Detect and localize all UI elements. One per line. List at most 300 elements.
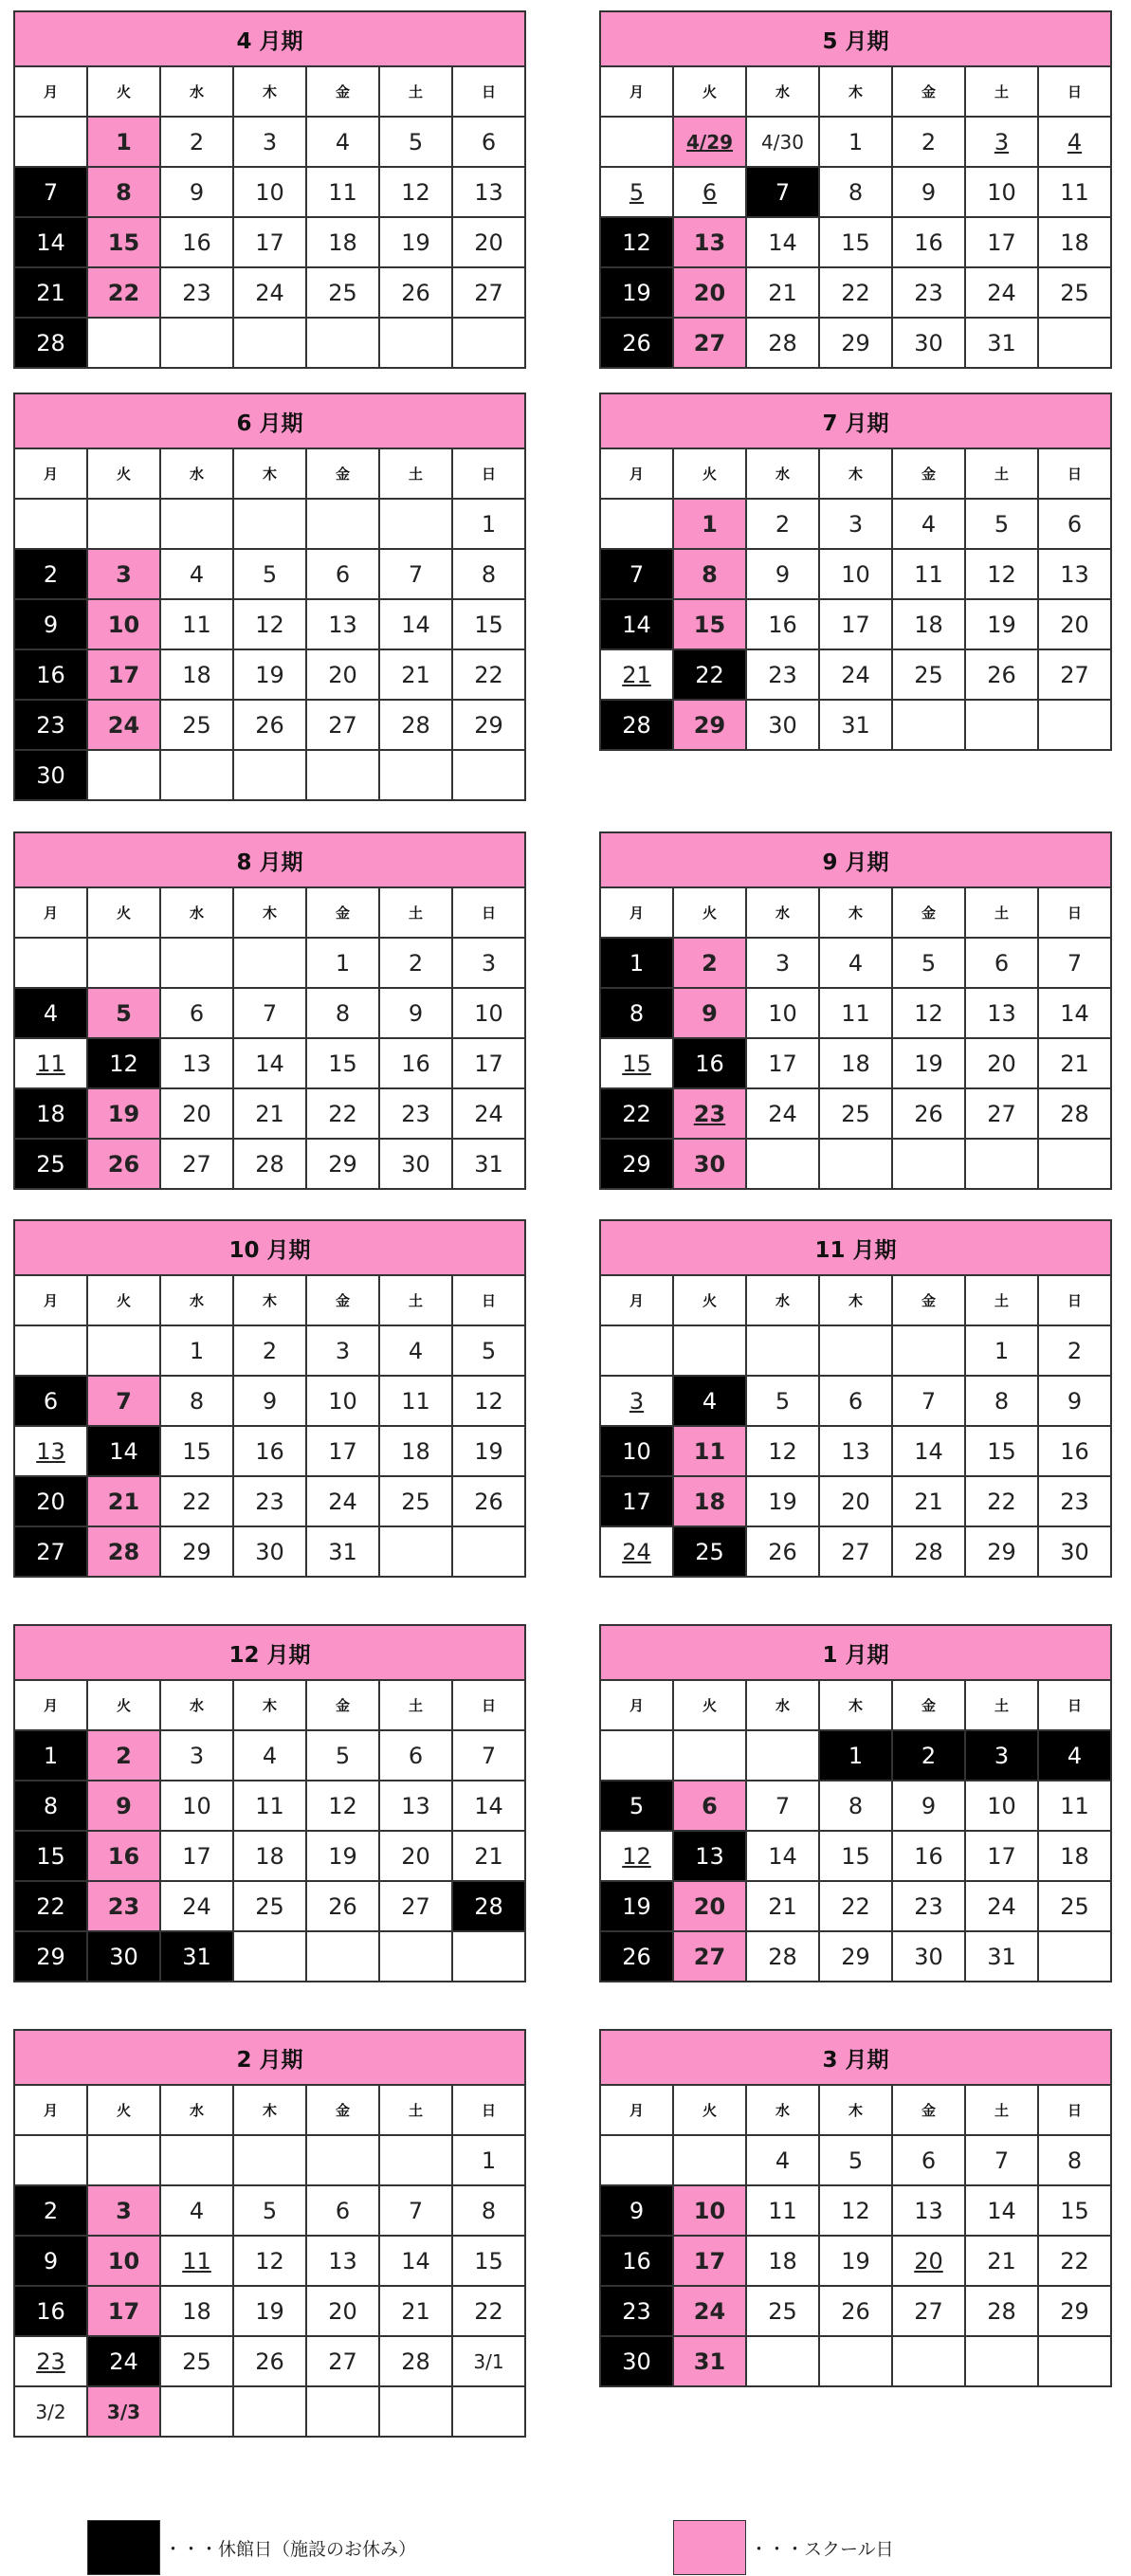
school-day-cell: 11 <box>673 1426 746 1476</box>
day-cell: 29 <box>819 1931 892 1982</box>
school-day-cell: 3/3 <box>87 2386 160 2437</box>
month-title: 12 月期 <box>14 1625 525 1680</box>
weekday-header: 金 <box>306 66 379 117</box>
empty-cell <box>452 750 525 800</box>
day-cell: 31 <box>452 1139 525 1189</box>
school-day-cell: 30 <box>673 1139 746 1189</box>
day-cell: 9 <box>892 1781 965 1831</box>
school-day-cell: 19 <box>87 1088 160 1139</box>
day-cell: 13 <box>379 1781 452 1831</box>
week-row <box>600 1476 1111 1526</box>
calendar-table <box>13 393 526 801</box>
day-cell: 6 <box>379 1730 452 1781</box>
day-cell: 19 <box>892 1038 965 1088</box>
day-cell: 27 <box>306 700 379 750</box>
weekday-header-row <box>14 1275 525 1325</box>
weekday-header: 火 <box>673 887 746 938</box>
week-row <box>600 1931 1111 1982</box>
week-row <box>600 2236 1111 2286</box>
day-cell: 9 <box>233 1376 306 1426</box>
day-cell: 6 <box>819 1376 892 1426</box>
day-cell: 18 <box>233 1831 306 1881</box>
day-cell: 7 <box>379 2185 452 2236</box>
empty-cell <box>87 499 160 549</box>
weekday-header: 水 <box>746 887 819 938</box>
closed-day-cell: 10 <box>600 1426 673 1476</box>
weekday-header: 土 <box>965 1275 1038 1325</box>
day-cell: 24 <box>819 649 892 700</box>
day-cell: 22 <box>819 1881 892 1931</box>
calendar-table <box>13 10 526 369</box>
school-day-cell: 1 <box>673 499 746 549</box>
calendar-table <box>599 1624 1112 1982</box>
day-cell: 26 <box>452 1476 525 1526</box>
school-day-cell: 17 <box>87 649 160 700</box>
calendar-table <box>599 10 1112 369</box>
weekday-header: 木 <box>819 2085 892 2135</box>
day-cell: 9 <box>160 167 233 217</box>
week-row <box>14 267 525 318</box>
day-cell: 3/2 <box>14 2386 87 2437</box>
school-day-cell: 10 <box>673 2185 746 2236</box>
day-cell: 22 <box>819 267 892 318</box>
empty-cell <box>233 2135 306 2185</box>
day-cell: 20 <box>1038 599 1111 649</box>
weekday-header-row <box>600 66 1111 117</box>
day-cell: 26 <box>233 700 306 750</box>
month-title: 7 月期 <box>600 393 1111 448</box>
week-row <box>14 2135 525 2185</box>
week-row <box>14 117 525 167</box>
day-cell: 13 <box>965 988 1038 1038</box>
day-cell: 16 <box>1038 1426 1111 1476</box>
day-cell: 9 <box>892 167 965 217</box>
weekday-header: 木 <box>233 887 306 938</box>
day-cell: 15 <box>600 1038 673 1088</box>
weekday-header: 土 <box>379 1680 452 1730</box>
empty-cell <box>14 117 87 167</box>
weekday-header: 金 <box>892 448 965 499</box>
school-day-cell: 10 <box>87 599 160 649</box>
week-row <box>14 1526 525 1577</box>
week-row <box>14 2236 525 2286</box>
day-cell: 8 <box>452 2185 525 2236</box>
empty-cell <box>600 117 673 167</box>
closed-day-cell: 26 <box>600 1931 673 1982</box>
empty-cell <box>1038 2336 1111 2386</box>
weekday-header: 金 <box>306 887 379 938</box>
day-cell: 23 <box>892 267 965 318</box>
day-cell: 21 <box>746 267 819 318</box>
day-cell: 20 <box>892 2236 965 2286</box>
day-cell: 14 <box>452 1781 525 1831</box>
empty-cell <box>965 700 1038 750</box>
week-row <box>14 2185 525 2236</box>
week-row <box>14 700 525 750</box>
school-day-cell: 2 <box>673 938 746 988</box>
week-row <box>14 649 525 700</box>
school-day-cell: 21 <box>87 1476 160 1526</box>
week-row <box>600 267 1111 318</box>
weekday-header: 月 <box>600 1680 673 1730</box>
weekday-header: 水 <box>160 66 233 117</box>
empty-cell <box>306 2386 379 2437</box>
closed-day-cell: 26 <box>600 318 673 368</box>
day-cell: 22 <box>160 1476 233 1526</box>
weekday-header-row <box>14 448 525 499</box>
school-day-cell: 16 <box>87 1831 160 1881</box>
day-cell: 11 <box>160 599 233 649</box>
day-cell: 2 <box>233 1325 306 1376</box>
day-cell: 23 <box>1038 1476 1111 1526</box>
closed-day-cell: 4 <box>14 988 87 1038</box>
day-cell: 27 <box>965 1088 1038 1139</box>
weekday-header: 土 <box>965 2085 1038 2135</box>
day-cell: 27 <box>306 2336 379 2386</box>
day-cell: 10 <box>233 167 306 217</box>
week-row <box>600 938 1111 988</box>
day-cell: 13 <box>14 1426 87 1476</box>
day-cell: 3 <box>965 117 1038 167</box>
day-cell: 20 <box>160 1088 233 1139</box>
school-day-cell: 13 <box>673 217 746 267</box>
day-cell: 20 <box>965 1038 1038 1088</box>
legend-school <box>673 2520 894 2575</box>
day-cell: 17 <box>965 217 1038 267</box>
day-cell: 25 <box>819 1088 892 1139</box>
empty-cell <box>379 1931 452 1982</box>
week-row <box>600 549 1111 599</box>
day-cell: 24 <box>600 1526 673 1577</box>
day-cell: 27 <box>1038 649 1111 700</box>
weekday-header: 木 <box>819 448 892 499</box>
empty-cell <box>306 750 379 800</box>
empty-cell <box>160 2386 233 2437</box>
day-cell: 25 <box>892 649 965 700</box>
school-day-cell: 26 <box>87 1139 160 1189</box>
weekday-header: 金 <box>306 1275 379 1325</box>
weekday-header: 火 <box>87 887 160 938</box>
day-cell: 25 <box>1038 1881 1111 1931</box>
school-day-cell: 9 <box>673 988 746 1038</box>
day-cell: 7 <box>379 549 452 599</box>
closed-day-cell: 23 <box>600 2286 673 2336</box>
week-row <box>14 938 525 988</box>
empty-cell <box>452 1526 525 1577</box>
day-cell: 20 <box>306 649 379 700</box>
weekday-header-row <box>14 2085 525 2135</box>
week-row <box>14 988 525 1038</box>
day-cell: 27 <box>819 1526 892 1577</box>
empty-cell <box>600 2135 673 2185</box>
day-cell: 4 <box>160 549 233 599</box>
empty-cell <box>819 1139 892 1189</box>
weekday-header: 月 <box>600 2085 673 2135</box>
weekday-header: 木 <box>819 1275 892 1325</box>
month-title: 8 月期 <box>14 832 525 887</box>
day-cell: 4 <box>379 1325 452 1376</box>
school-day-cell: 3 <box>87 2185 160 2236</box>
day-cell: 20 <box>819 1476 892 1526</box>
calendar-october <box>13 1219 526 1578</box>
week-row <box>600 2286 1111 2336</box>
day-cell: 6 <box>1038 499 1111 549</box>
day-cell: 12 <box>892 988 965 1038</box>
school-day-cell: 28 <box>87 1526 160 1577</box>
closed-day-cell: 27 <box>14 1526 87 1577</box>
school-day-cell: 8 <box>87 167 160 217</box>
calendar-december <box>13 1624 526 1982</box>
day-cell: 11 <box>160 2236 233 2286</box>
week-row <box>600 1831 1111 1881</box>
closed-day-cell: 2 <box>14 549 87 599</box>
closed-day-cell: 14 <box>87 1426 160 1476</box>
weekday-header: 水 <box>746 1680 819 1730</box>
week-row <box>14 499 525 549</box>
closed-day-cell: 9 <box>14 2236 87 2286</box>
calendar-july <box>599 393 1112 751</box>
day-cell: 1 <box>306 938 379 988</box>
empty-cell <box>379 2135 452 2185</box>
empty-cell <box>379 750 452 800</box>
empty-cell <box>746 1325 819 1376</box>
weekday-header: 土 <box>965 66 1038 117</box>
empty-cell <box>233 1931 306 1982</box>
closed-day-cell: 16 <box>14 649 87 700</box>
closed-day-cell: 1 <box>600 938 673 988</box>
day-cell: 6 <box>306 549 379 599</box>
weekday-header: 月 <box>14 1275 87 1325</box>
week-row <box>600 499 1111 549</box>
school-day-cell: 23 <box>87 1881 160 1931</box>
closed-day-cell: 7 <box>14 167 87 217</box>
day-cell: 30 <box>746 700 819 750</box>
day-cell: 5 <box>965 499 1038 549</box>
day-cell: 31 <box>306 1526 379 1577</box>
empty-cell <box>1038 1139 1111 1189</box>
weekday-header: 火 <box>87 66 160 117</box>
school-day-cell: 7 <box>87 1376 160 1426</box>
day-cell: 19 <box>233 649 306 700</box>
day-cell: 29 <box>819 318 892 368</box>
day-cell: 3 <box>819 499 892 549</box>
day-cell: 14 <box>746 217 819 267</box>
day-cell: 29 <box>306 1139 379 1189</box>
closed-day-cell: 22 <box>14 1881 87 1931</box>
day-cell: 7 <box>892 1376 965 1426</box>
weekday-header: 木 <box>819 1680 892 1730</box>
empty-cell <box>87 2135 160 2185</box>
weekday-header: 土 <box>965 887 1038 938</box>
day-cell: 21 <box>965 2236 1038 2286</box>
closed-day-cell: 8 <box>600 988 673 1038</box>
weekday-header: 土 <box>379 2085 452 2135</box>
day-cell: 5 <box>600 167 673 217</box>
day-cell: 11 <box>819 988 892 1038</box>
day-cell: 23 <box>160 267 233 318</box>
day-cell: 23 <box>14 2336 87 2386</box>
day-cell: 12 <box>233 599 306 649</box>
day-cell: 19 <box>233 2286 306 2336</box>
day-cell: 7 <box>452 1730 525 1781</box>
day-cell: 1 <box>452 2135 525 2185</box>
weekday-header: 水 <box>160 1680 233 1730</box>
day-cell: 12 <box>379 167 452 217</box>
school-day-cell: 20 <box>673 267 746 318</box>
week-row <box>600 2185 1111 2236</box>
day-cell: 17 <box>233 217 306 267</box>
day-cell: 19 <box>819 2236 892 2286</box>
day-cell: 12 <box>452 1376 525 1426</box>
day-cell: 15 <box>819 1831 892 1881</box>
day-cell: 9 <box>1038 1376 1111 1426</box>
day-cell: 21 <box>233 1088 306 1139</box>
day-cell: 12 <box>819 2185 892 2236</box>
week-row <box>14 2286 525 2336</box>
day-cell: 6 <box>306 2185 379 2236</box>
day-cell: 3 <box>746 938 819 988</box>
day-cell: 5 <box>452 1325 525 1376</box>
week-row <box>600 1781 1111 1831</box>
day-cell: 18 <box>746 2236 819 2286</box>
weekday-header: 月 <box>14 887 87 938</box>
weekday-header: 土 <box>379 448 452 499</box>
day-cell: 26 <box>965 649 1038 700</box>
day-cell: 25 <box>160 700 233 750</box>
day-cell: 8 <box>819 1781 892 1831</box>
day-cell: 16 <box>892 217 965 267</box>
day-cell: 29 <box>452 700 525 750</box>
day-cell: 26 <box>746 1526 819 1577</box>
day-cell: 18 <box>306 217 379 267</box>
day-cell: 26 <box>892 1088 965 1139</box>
empty-cell <box>14 499 87 549</box>
day-cell: 30 <box>233 1526 306 1577</box>
empty-cell <box>233 2386 306 2437</box>
day-cell: 12 <box>746 1426 819 1476</box>
empty-cell <box>746 2336 819 2386</box>
weekday-header: 日 <box>1038 887 1111 938</box>
weekday-header: 火 <box>673 1275 746 1325</box>
weekday-header: 月 <box>600 887 673 938</box>
empty-cell <box>892 1139 965 1189</box>
day-cell: 21 <box>600 649 673 700</box>
day-cell: 30 <box>379 1139 452 1189</box>
day-cell: 18 <box>160 649 233 700</box>
weekday-header: 水 <box>746 2085 819 2135</box>
week-row <box>14 318 525 368</box>
empty-cell <box>819 2336 892 2386</box>
day-cell: 1 <box>452 499 525 549</box>
weekday-header: 水 <box>746 1275 819 1325</box>
school-day-cell: 24 <box>87 700 160 750</box>
day-cell: 17 <box>452 1038 525 1088</box>
day-cell: 8 <box>452 549 525 599</box>
day-cell: 24 <box>452 1088 525 1139</box>
closed-day-cell: 22 <box>673 649 746 700</box>
week-row <box>600 1038 1111 1088</box>
weekday-header: 土 <box>379 66 452 117</box>
week-row <box>600 1426 1111 1476</box>
week-row <box>14 1088 525 1139</box>
weekday-header: 金 <box>306 2085 379 2135</box>
day-cell: 13 <box>819 1426 892 1476</box>
closed-day-cell: 20 <box>14 1476 87 1526</box>
day-cell: 16 <box>233 1426 306 1476</box>
week-row <box>14 1781 525 1831</box>
day-cell: 22 <box>452 2286 525 2336</box>
empty-cell <box>1038 1931 1111 1982</box>
empty-cell <box>87 1325 160 1376</box>
week-row <box>14 1376 525 1426</box>
school-day-cell: 3 <box>87 549 160 599</box>
day-cell: 7 <box>233 988 306 1038</box>
day-cell: 6 <box>452 117 525 167</box>
day-cell: 14 <box>1038 988 1111 1038</box>
weekday-header-row <box>600 887 1111 938</box>
day-cell: 28 <box>233 1139 306 1189</box>
day-cell: 25 <box>306 267 379 318</box>
day-cell: 5 <box>306 1730 379 1781</box>
week-row <box>14 2336 525 2386</box>
day-cell: 25 <box>1038 267 1111 318</box>
weekday-header: 火 <box>87 1680 160 1730</box>
day-cell: 10 <box>965 1781 1038 1831</box>
calendar-june <box>13 393 526 801</box>
day-cell: 11 <box>1038 167 1111 217</box>
week-row <box>14 599 525 649</box>
closed-day-cell: 28 <box>452 1881 525 1931</box>
closed-day-cell: 12 <box>87 1038 160 1088</box>
empty-cell <box>1038 700 1111 750</box>
day-cell: 17 <box>819 599 892 649</box>
week-row <box>14 217 525 267</box>
day-cell: 4 <box>819 938 892 988</box>
day-cell: 18 <box>379 1426 452 1476</box>
day-cell: 19 <box>306 1831 379 1881</box>
closed-day-cell: 13 <box>673 1831 746 1881</box>
day-cell: 24 <box>160 1881 233 1931</box>
school-day-cell: 2 <box>87 1730 160 1781</box>
weekday-header: 木 <box>233 2085 306 2135</box>
school-day-cell: 6 <box>673 1781 746 1831</box>
weekday-header: 日 <box>452 448 525 499</box>
day-cell: 19 <box>746 1476 819 1526</box>
empty-cell <box>452 318 525 368</box>
day-cell: 14 <box>379 599 452 649</box>
weekday-header: 日 <box>1038 1275 1111 1325</box>
day-cell: 23 <box>892 1881 965 1931</box>
day-cell: 8 <box>1038 2135 1111 2185</box>
calendar-march <box>599 2029 1112 2387</box>
weekday-header: 金 <box>892 887 965 938</box>
day-cell: 18 <box>819 1038 892 1088</box>
day-cell: 13 <box>892 2185 965 2236</box>
school-day-cell: 17 <box>87 2286 160 2336</box>
day-cell: 25 <box>233 1881 306 1931</box>
weekday-header: 金 <box>892 1680 965 1730</box>
day-cell: 20 <box>306 2286 379 2336</box>
day-cell: 29 <box>965 1526 1038 1577</box>
calendar-table <box>599 831 1112 1190</box>
day-cell: 15 <box>819 217 892 267</box>
week-row <box>600 1139 1111 1189</box>
empty-cell <box>14 1325 87 1376</box>
day-cell: 14 <box>379 2236 452 2286</box>
day-cell: 5 <box>233 549 306 599</box>
day-cell: 14 <box>746 1831 819 1881</box>
school-day-cell: 22 <box>87 267 160 318</box>
